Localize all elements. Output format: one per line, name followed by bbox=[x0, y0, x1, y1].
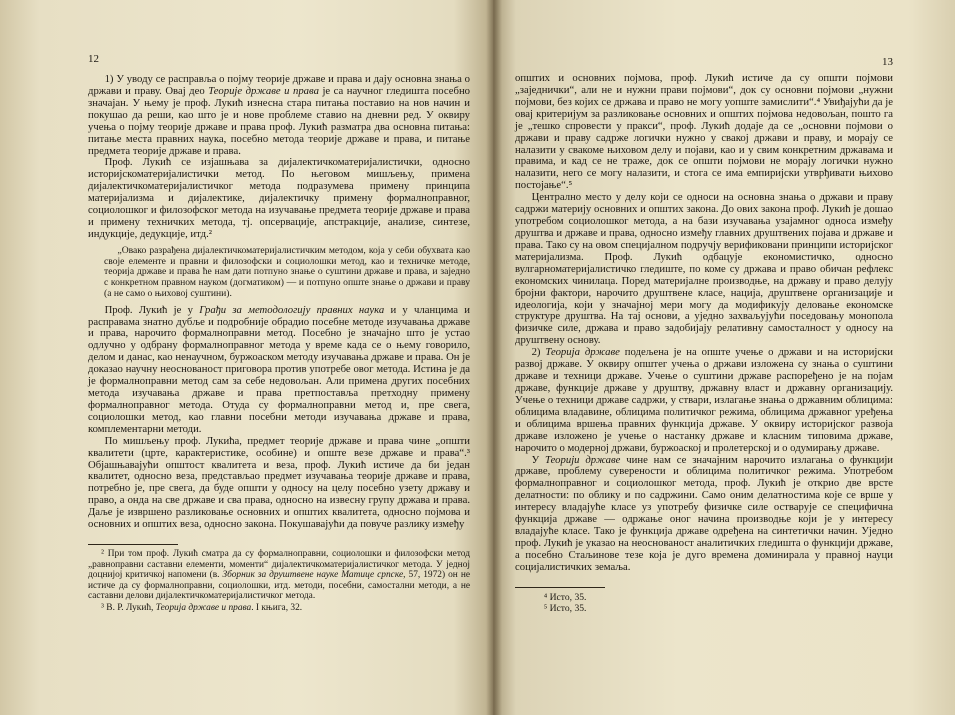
block-quote: „Овако разрађена дијалектичкоматеријалистичким методом, која у себи обухвата као своје елементе и правни и филозофски и социолошки метод, као и техничке методе, теорија државе и права ће нам дати потпуно знање о суштини државе и права, и заједно с конкретном правном науком (догматиком) — и потпуно опште знање о држави и праву (а не само о њиховој суштини). bbox=[104, 244, 470, 299]
book-title-reference: Теорија државе bbox=[545, 346, 620, 359]
book-title-reference: Теорије државе и права bbox=[208, 84, 319, 97]
book-title-reference: Теорији државе bbox=[545, 453, 621, 466]
page-number-left: 12 bbox=[88, 53, 99, 65]
paragraph-introduction: 1) У уводу се расправља о појму теорије државе и права и дају основна знања о држави и праву. Овај део Теорије државе и права је са научног гледишта посебно значајан. У њему је проф. Лукић изнесна стара питања поставио на нов начин и покушао да реши, као што је и нове проблеме ставио на дневни ред. У оквиру учења о појму теорије државе и права проф. Лукић разматра два основна питања: питање места правних наука, посебно метода теорије државе и права, и питање предмета теорије државе и права. bbox=[88, 73, 471, 157]
footnote-2: ² При том проф. Лукић сматра да су формалноправни, социолошки и филозофски метод „равноправни саставни елементи, моменти“ дијалектичкоматеријалистичког метода. У једној доцнијој критичкој напомени (в. Зборник за друштвене науке Матице српске, 57, 1972) он не истиче да су формалноправни, социолошки, итд. методи, посебни, самостални методи, а не саставни делови дијалектичкоматеријалистичког метода. bbox=[88, 549, 471, 602]
paragraph-functions-of-state: У Теорији државе чине нам се значајним нарочито излагања о функцији државе, проблему суверености и облицима политичког режима. Употребом формалноправног и социолошког метода, проф. Лукић је открио две врсте делатности: по облику и по садржини. Само оним делатностима које се врше у интересу владајуће класе уз употребу физичке силе остварује се специфична функција државе — одржање оног начина производње који је у интересу владајуће класе. Тако је функција државе одређена на синтетички начин. Уједно проф. Лукић је указао на неоснованост аналитичких гледишта о функцији државе, а посебно Стаљинове тезе која је дуго времена доминирала у правној науци социјалистичких земаља. bbox=[515, 453, 894, 573]
book-gutter bbox=[486, 0, 502, 715]
paragraph-laws: Централно место у делу који се односи на основна знања о држави и праву садржи материју основних и општих закона. До ових закона проф. Лукић је дошао употребом социолошког метода, а на бази изучавања узајамног односа између друштва и државе и права, односно између главних друштвених појава и државе и права. Тако су на овом специјалном подручју верификовани принципи историјског материјализма. Проф. Лукић одбацује економистичко, односно вулгарноматеријалистичко гледиште, по коме су држава и право обичан рефлекс економских чинилаца. Поред материјалне производње, на државу и право делују бројни фактори, нарочито друштвене класе, нација, друштвене организације и идеологија, који у значајној мери могу да модификују деловање економске структуре друштва. На тај основи, а уједно захваљујући поседовању монопола физичке силе, држава и право задобијају релативну самосталност у односу на друштвену основу. bbox=[515, 191, 893, 347]
footnotes-right bbox=[515, 592, 893, 615]
left-page-body bbox=[88, 74, 470, 613]
paragraph-method: Проф. Лукић се изјашњава за дијалектичкоматеријалистички, односно историјскоматеријалистички метод. По његовом мишљењу, примена дијалектичкоматеријалистичког метода подразумева примену принципа материјализма и дијалектике, дијалектичку примену формалноправног, социолошког и филозофског метода на изучавање предмета теорије државе и права и примену техничких метода, тј. опсервације, апстракције, анализе, синтезе, индукције, дедукције, итд.² bbox=[88, 156, 470, 240]
paragraph-formal-legal-method: Проф. Лукић је у Грађи за методологију правних наука и у чланцима и расправама знатно дубље и подробније обрадио посебне методе изучавања државе и права, нарочито формалноправни метод. Посебно је значајно што је устао одлучно у одбрану формалноправног метода у време када се о њему говорило, делом и данас, као ненаучном, буржоаском методу изучавања државе и права. Он је доказао научну неоснованост приговора против употребе овог метода. Истина је да је формалноправни метод сам за себе недовољан. Али примена других посебних метода изучавања државе и права претпоставља претходну примену формалноправног метода. Отуда су формалноправни метод и, пре свега, социолошки метод, као главни посебни методи изучавања државе и права, комплементарни методи. bbox=[88, 303, 471, 435]
right-page bbox=[493, 0, 955, 715]
right-page-body bbox=[515, 73, 893, 614]
book-title-reference: Грађи за методологију правних наука bbox=[199, 303, 385, 316]
footnote-4: ⁴ Исто, 35. bbox=[543, 591, 587, 603]
paragraph-concepts: општих и основних појмова, проф. Лукић истиче да су општи појмови „заједнички“, али не и нужни прави појмови“, док су основни појмови „нужни појмови, без којих се држава и право не могу уопште замислити“.⁴ Увиђајући да је овај критеријум за разликовање основних и општих појмова недовољан, пошто га је „тешко спровести у пракси“, проф. Лукић додаје да се „основни појмови о држави и праву садрже логички нужно у свакој држави и праву, и морају се налазити у свакоме њиховом делу и појави, као и у свим конкретним државама и правима, и кад се не траже, док се општи појмови не морају логички нужно налазити, него се могу налазити, и стога се има емпиријски утврђивати њихово постојање“.⁵ bbox=[515, 72, 893, 192]
footnote-3: ³ В. Р. Лукић, Теорија државе и права. I књига, 32. bbox=[101, 602, 303, 613]
paragraph-theory-of-state: 2) Теорија државе подељена је на опште учење о држави и на историјски развој државе. У оквиру општег учења о држави изложена су знања о суштини државе и техници државе. Учење о суштини државе распоређено је на појам државе, функције државе у друштву, државну власт и државну организацију. Учење о техници државе садржи, у ствари, излагање знања о државним облицима: облицима владавине, облицима политичког режима, облицима државног уређења и облицима вршења правних функција државе. У оквиру историјског развоја државе изложено је учење о настанку државе и класним типовима државе, нарочито о модерној држави, буржоаској и пролетерској и о одумирању државе. bbox=[515, 346, 893, 454]
footnotes-left bbox=[88, 549, 470, 613]
library-stamp bbox=[412, 654, 453, 677]
page-number-right: 13 bbox=[882, 56, 893, 68]
footnote-divider bbox=[88, 544, 178, 545]
footnote-divider bbox=[515, 587, 605, 588]
paragraph-subject-matter: По мишљењу проф. Лукића, предмет теорије државе и права чине „општи квалитети (црте, карактеристике, особине) и опште везе државе и права“.³ Објашњавајући општост квалитета и веза, проф. Лукић истиче да би један квалитет, односно веза, представљао предмет изучавања теорије државе и права, потребно је, пре свега, да буде општи у односу на целу посебно узету државу и право, а онда на све државе и сва права, односно на извесну групу држава и права. Даље је извршено разликовање основних и општих квалитета, односно појмова и основних и општих веза, односно закона. Покушавајући да повуче разлику између bbox=[88, 434, 470, 531]
footnote-5: ⁵ Исто, 35. bbox=[543, 603, 587, 615]
